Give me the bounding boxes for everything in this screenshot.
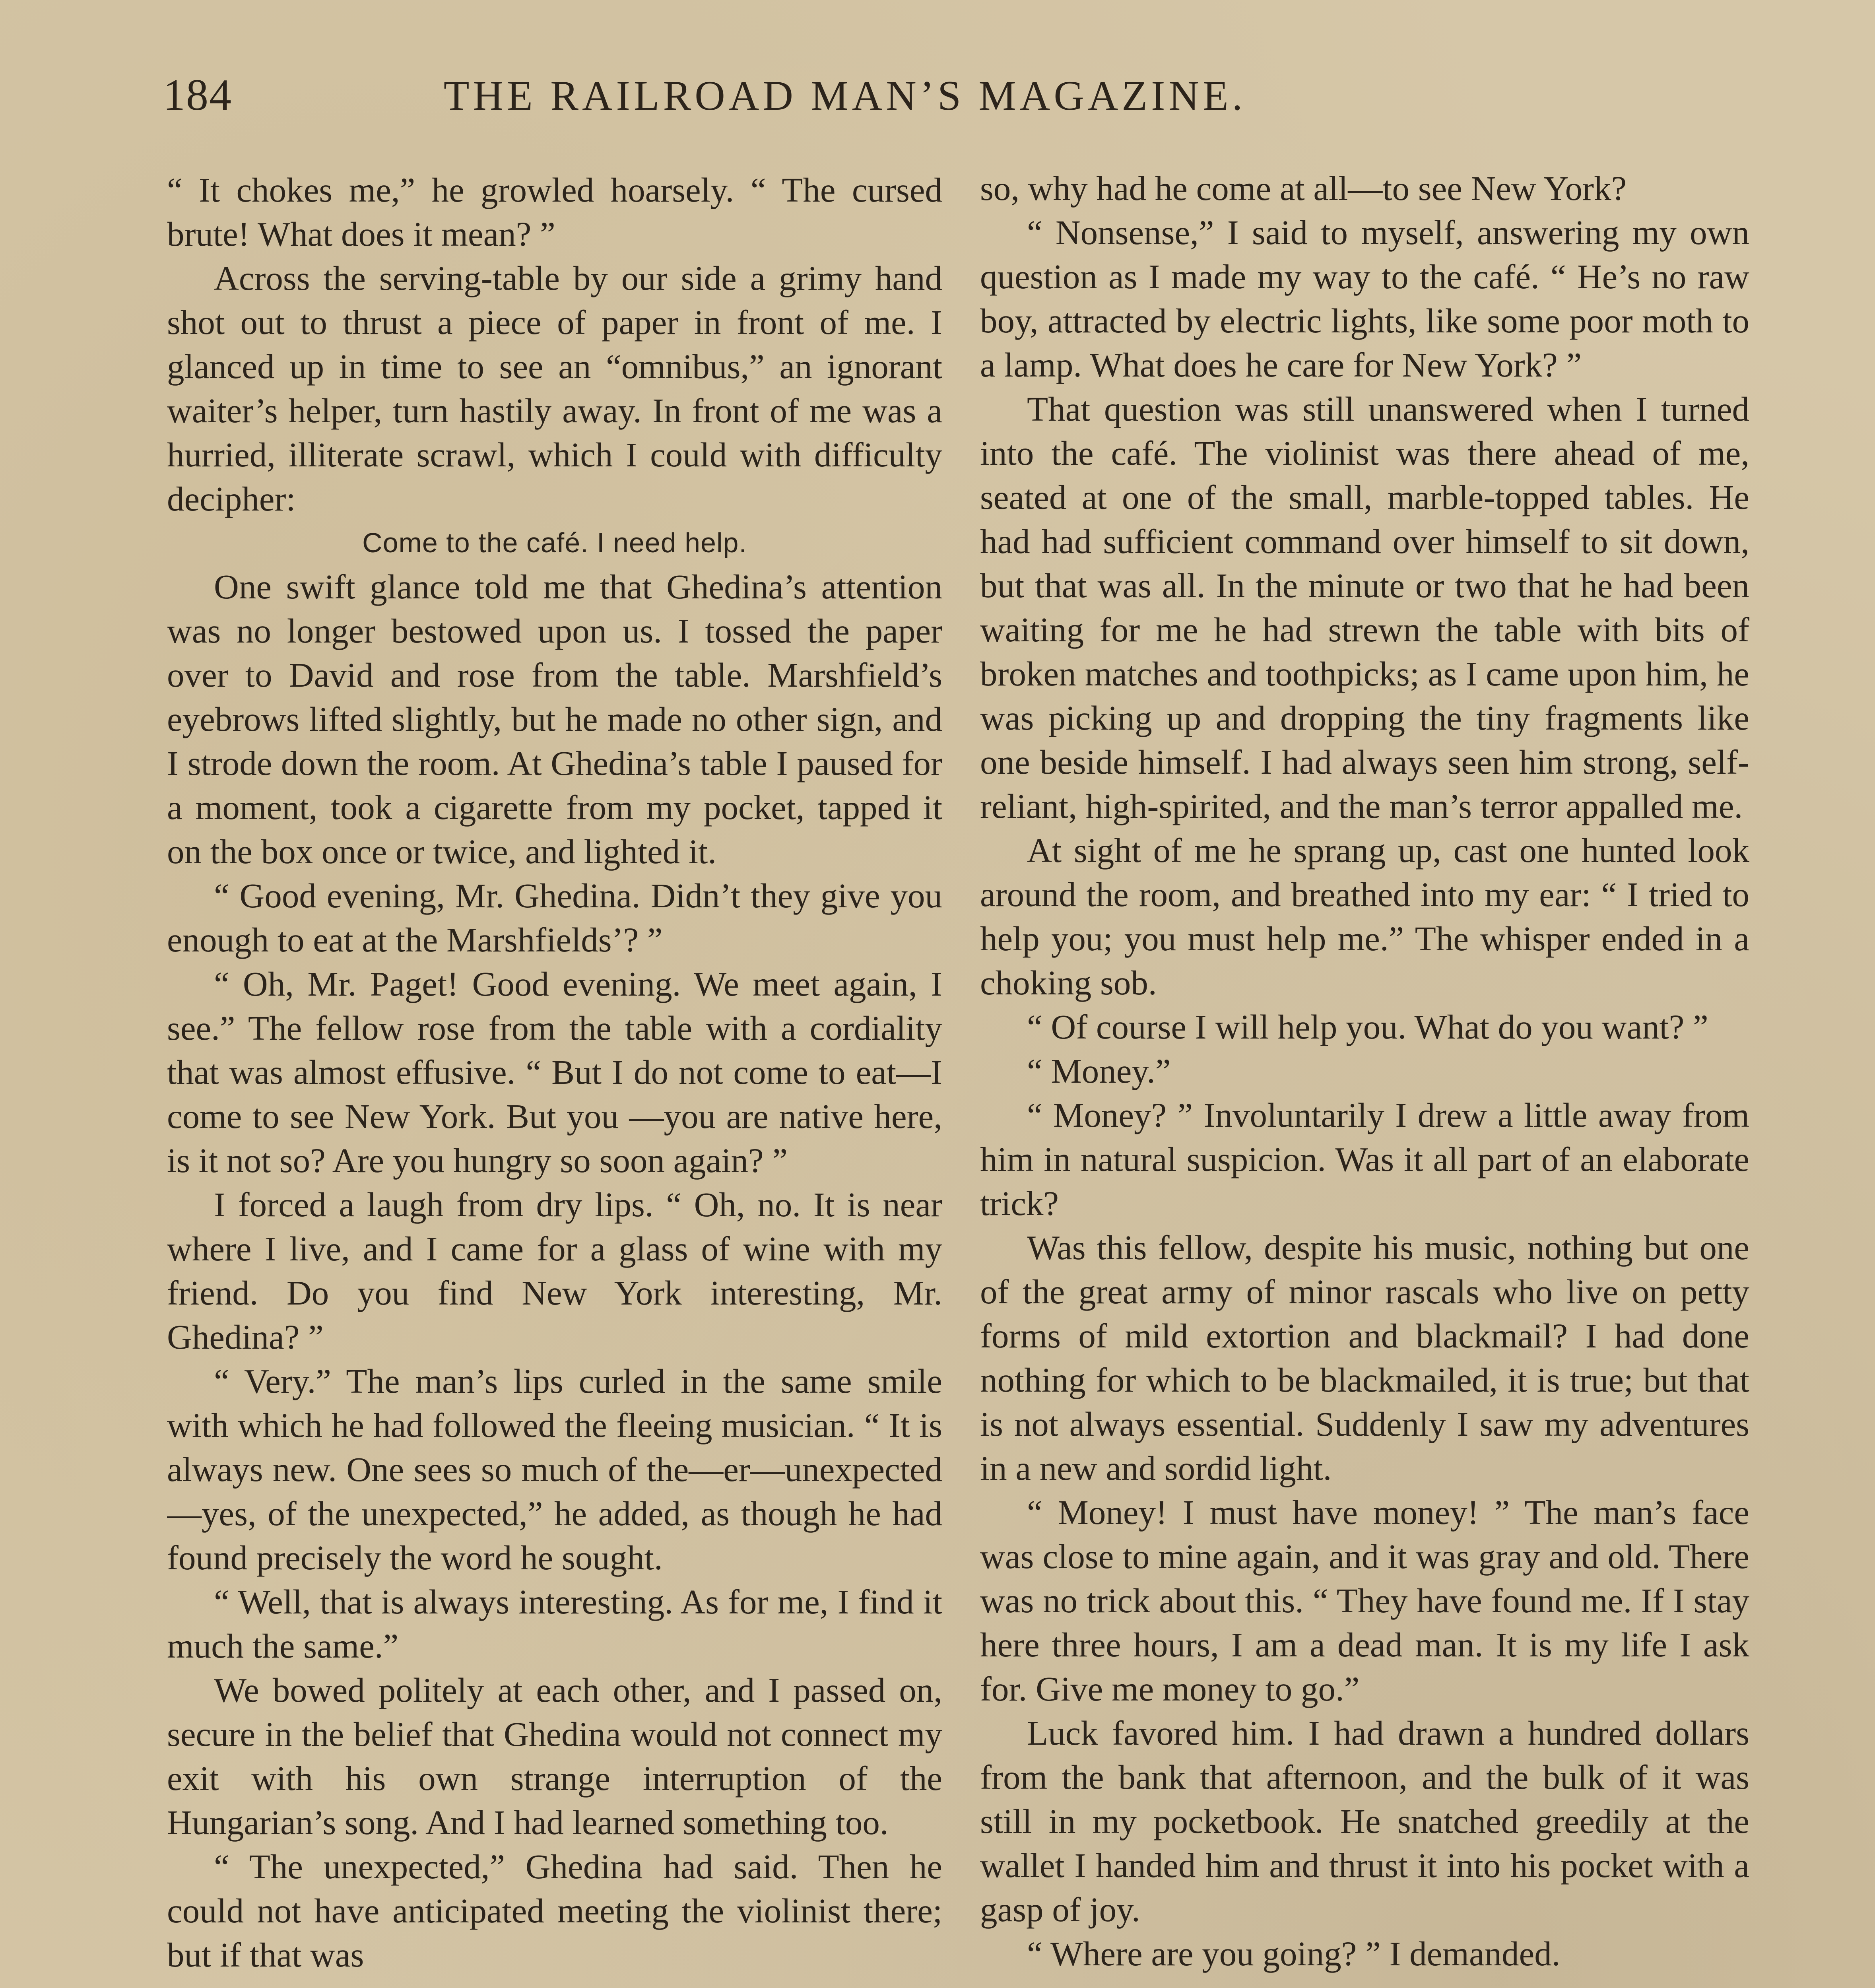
paragraph: “ Money.” xyxy=(1027,1052,1171,1090)
paragraph: “ Oh, Mr. Paget! Good evening. We meet again, I see.” The fellow rose from the table with a cordiality that was almost effusive. “ But I do not come to eat—I come to see New York. But you —you are native here, is it not so? Are you hungry so soon again? ” xyxy=(167,965,942,1180)
paragraph: At sight of me he sprang up, cast one hunted look around the room, and breathed into my ear: “ I tried to help you; you must help me.” The whisper ended in a choking sob. xyxy=(980,831,1749,1002)
paragraph: “ Money? ” Involuntarily I drew a little away from him in natural suspicion. Was it all part of an elaborate trick? xyxy=(980,1096,1749,1223)
paragraph: so, why had he come at all—to see New York? xyxy=(980,169,1627,208)
paragraph: We bowed politely at each other, and I passed on, secure in the belief that Ghedina would not connect my exit with his own strange interruption of the Hungarian’s song. And I had learned something too. xyxy=(167,1671,942,1842)
paragraph: “ Good evening, Mr. Ghedina. Didn’t they give you enough to eat at the Marshfields’? ” xyxy=(167,876,942,959)
page-header xyxy=(163,70,1399,137)
left-text-column xyxy=(167,168,942,1988)
paragraph: Was this fellow, despite his music, nothing but one of the great army of minor rascals who live on petty forms of mild extortion and blackmail? I had done nothing for which to be blackmailed, it is true; but that is not always essential. Suddenly I saw my adventures in a new and sordid light. xyxy=(980,1228,1749,1487)
paragraph: One swift glance told me that Ghedina’s attention was no longer bestowed upon us. I tossed the paper over to David and rose from the table. Marshfield’s eyebrows lifted slightly, but he made no other sign, and I strode down the room. At Ghedina’s table I paused for a moment, took a cigarette from my pocket, tapped it on the box once or twice, and lighted it. xyxy=(167,567,942,871)
paragraph: “ The unexpected,” Ghedina had said. Then he could not have anticipated meeting the violinist there; but if that was xyxy=(167,1847,942,1974)
page-number: 184 xyxy=(163,70,232,120)
paragraph: I forced a laugh from dry lips. “ Oh, no. It is near where I live, and I came for a glass of wine with my friend. Do you find New York interesting, Mr. Ghedina? ” xyxy=(167,1185,942,1356)
paragraph: “ It chokes me,” he growled hoarsely. “ The cursed brute! What does it mean? ” xyxy=(167,171,942,253)
paragraph: “ Where are you going? ” I demanded. xyxy=(1027,1934,1561,1973)
right-text-column xyxy=(980,166,1749,1988)
paragraph: Luck favored him. I had drawn a hundred dollars from the bank that afternoon, and the bulk of it was still in my pocketbook. He snatched greedily at the wallet I handed him and thrust it into his pocket with a gasp of joy. xyxy=(980,1714,1749,1929)
paragraph: Across the serving-table by our side a grimy hand shot out to thrust a piece of paper in front of me. I glanced up in time to see an “omnibus,” an ignorant waiter’s helper, turn hastily away. In front of me was a hurried, illiterate scrawl, which I could with difficulty decipher: xyxy=(167,259,942,518)
paragraph: “ Of course I will help you. What do you want? ” xyxy=(1027,1008,1708,1046)
paragraph: “ Money! I must have money! ” The man’s face was close to mine again, and it was gray and old. There was no trick about this. “ They have found me. If I stay here three hours, I am a dead man. It is my life I ask for. Give me money to go.” xyxy=(980,1493,1749,1708)
scrawled-note: Come to the café. I need help. xyxy=(362,527,747,558)
paragraph: “ Well, that is always interesting. As for me, I find it much the same.” xyxy=(167,1582,942,1665)
paragraph: “ Nonsense,” I said to myself, answering my own question as I made my way to the café. “ He’s no raw boy, attracted by electric lights, like some poor moth to a lamp. What does he care for New York? ” xyxy=(980,213,1749,384)
running-title: THE RAILROAD MAN’S MAGAZINE. xyxy=(443,72,1246,119)
paragraph: “ Very.” The man’s lips curled in the same smile with which he had followed the fleeing musician. “ It is always new. One sees so much of the—er—unexpected—yes, of the unexpected,” he added, as though he had found precisely the word he sought. xyxy=(167,1362,942,1577)
paragraph: That question was still unanswered when I turned into the café. The violinist was there ahead of me, seated at one of the small, marble-topped tables. He had had sufficient command over himself to sit down, but that was all. In the minute or two that he had been waiting for me he had strewn the table with bits of broken matches and toothpicks; as I came upon him, he was picking up and dropping the tiny fragments like one beside himself. I had always seen him strong, self-reliant, high-spirited, and the man’s terror appalled me. xyxy=(980,390,1749,825)
